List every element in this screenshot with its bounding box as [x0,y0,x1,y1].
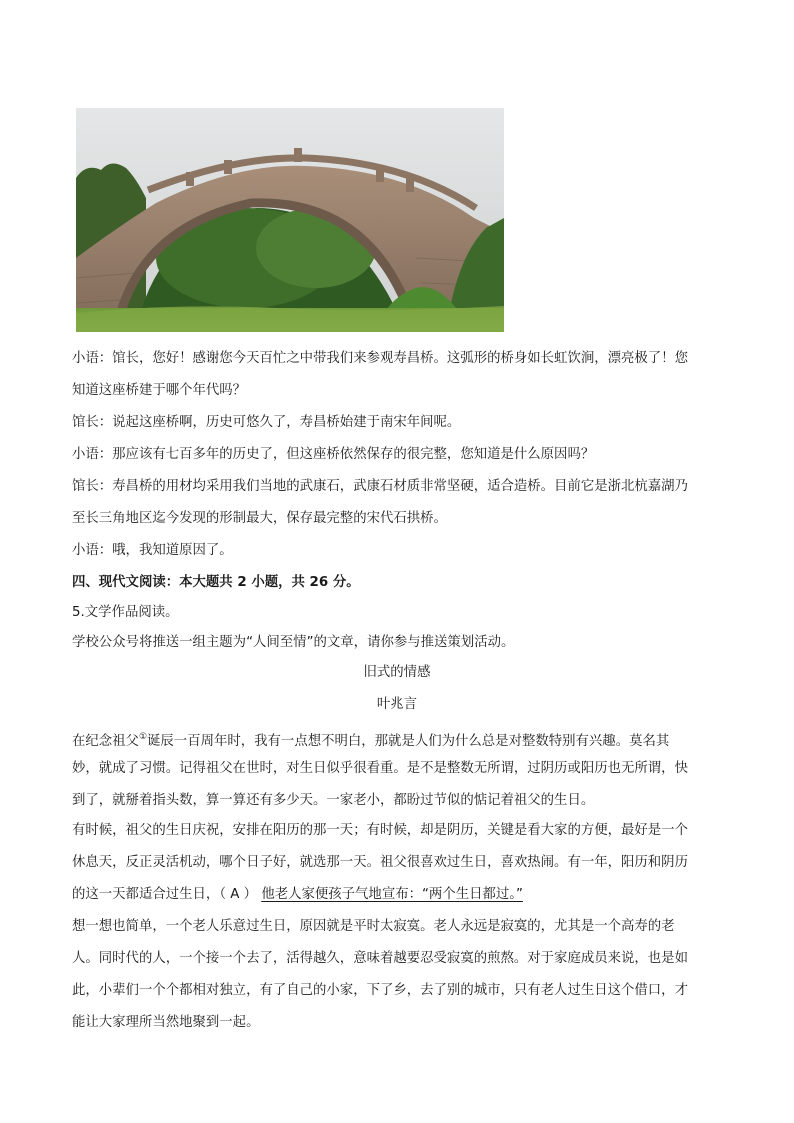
stone-arch-bridge-photo [76,108,504,332]
paragraph-line: 有时候，祖父的生日庆祝，安排在阳历的那一天；有时候，却是阴历，关键是看大家的方便，最好是一个 [72,823,688,838]
task-intro: 学校公众号将推送一组主题为“人间至情”的文章，请你参与推送策划活动。 [72,635,515,650]
dialog-line: 至长三角地区迄今发现的形制最大，保存最完整的宋代石拱桥。 [72,511,447,526]
question-number: 5.文学作品阅读。 [72,605,179,620]
dialog-line: 馆长：说起这座桥啊，历史可悠久了，寿昌桥始建于南宋年间呢。 [72,415,461,430]
article-title: 旧式的情感 [363,665,431,680]
paragraph-line: 能让大家理所当然地聚到一起。 [72,1015,260,1030]
paragraph-line [72,728,669,751]
paragraph-line: 人。同时代的人，一个接一个去了，活得越久，意味着越要忍受寂寞的煎熬。对于家庭成员来说，也是如 [72,951,688,966]
paragraph-text: 诞辰一百周年时，我有一点想不明白，那就是人们为什么总是对整数特别有兴趣。莫名其 [147,734,670,749]
paragraph-line: 到了，就掰着指头数，算一算还有多少天。一家老小，都盼过节似的惦记着祖父的生日。 [72,793,595,808]
paragraph-line: 想一想也简单，一个老人乐意过生日，原因就是平时太寂寞。老人永远是寂寞的，尤其是一个高寿的老 [72,919,675,934]
article-author: 叶兆言 [376,697,418,712]
footnote-marker: ① [138,732,148,742]
paragraph-text: 的这一天都适合过生日，（ A ） [72,887,262,902]
dialog-line: 馆长：寿昌桥的用材均采用我们当地的武康石，武康石材质非常坚硬，适合造桥。目前它是浙北杭嘉湖乃 [72,479,688,494]
paragraph-line: 妙，就成了习惯。记得祖父在世时，对生日似乎很看重。是不是整数无所谓，过阴历或阳历也无所谓，快 [72,761,688,776]
paragraph-line [72,886,523,904]
paragraph-line: 休息天，反正灵活机动，哪个日子好，就选那一天。祖父很喜欢过生日，喜欢热闹。有一年，阳历和阴历 [72,855,688,870]
underlined-sentence: 他老人家便孩子气地宣布：“两个生日都过。” [261,887,523,902]
dialog-line: 小语：那应该有七百多年的历史了，但这座桥依然保存的很完整，您知道是什么原因吗？ [72,447,595,462]
dialog-line: 小语：馆长，您好！感谢您今天百忙之中带我们来参观寿昌桥。这弧形的桥身如长虹饮涧，漂亮极了！您 [72,351,688,366]
paragraph-line: 此，小辈们一个个都相对独立，有了自己的小家，下了乡，去了别的城市，只有老人过生日这个借口，才 [72,983,688,998]
section-heading: 四、现代文阅读：本大题共 2 小题，共 26 分。 [72,575,360,590]
dialog-line: 小语：哦，我知道原因了。 [72,543,233,558]
dialog-line: 知道这座桥建于哪个年代吗？ [72,383,247,398]
paragraph-text: 在纪念祖父 [72,734,139,749]
